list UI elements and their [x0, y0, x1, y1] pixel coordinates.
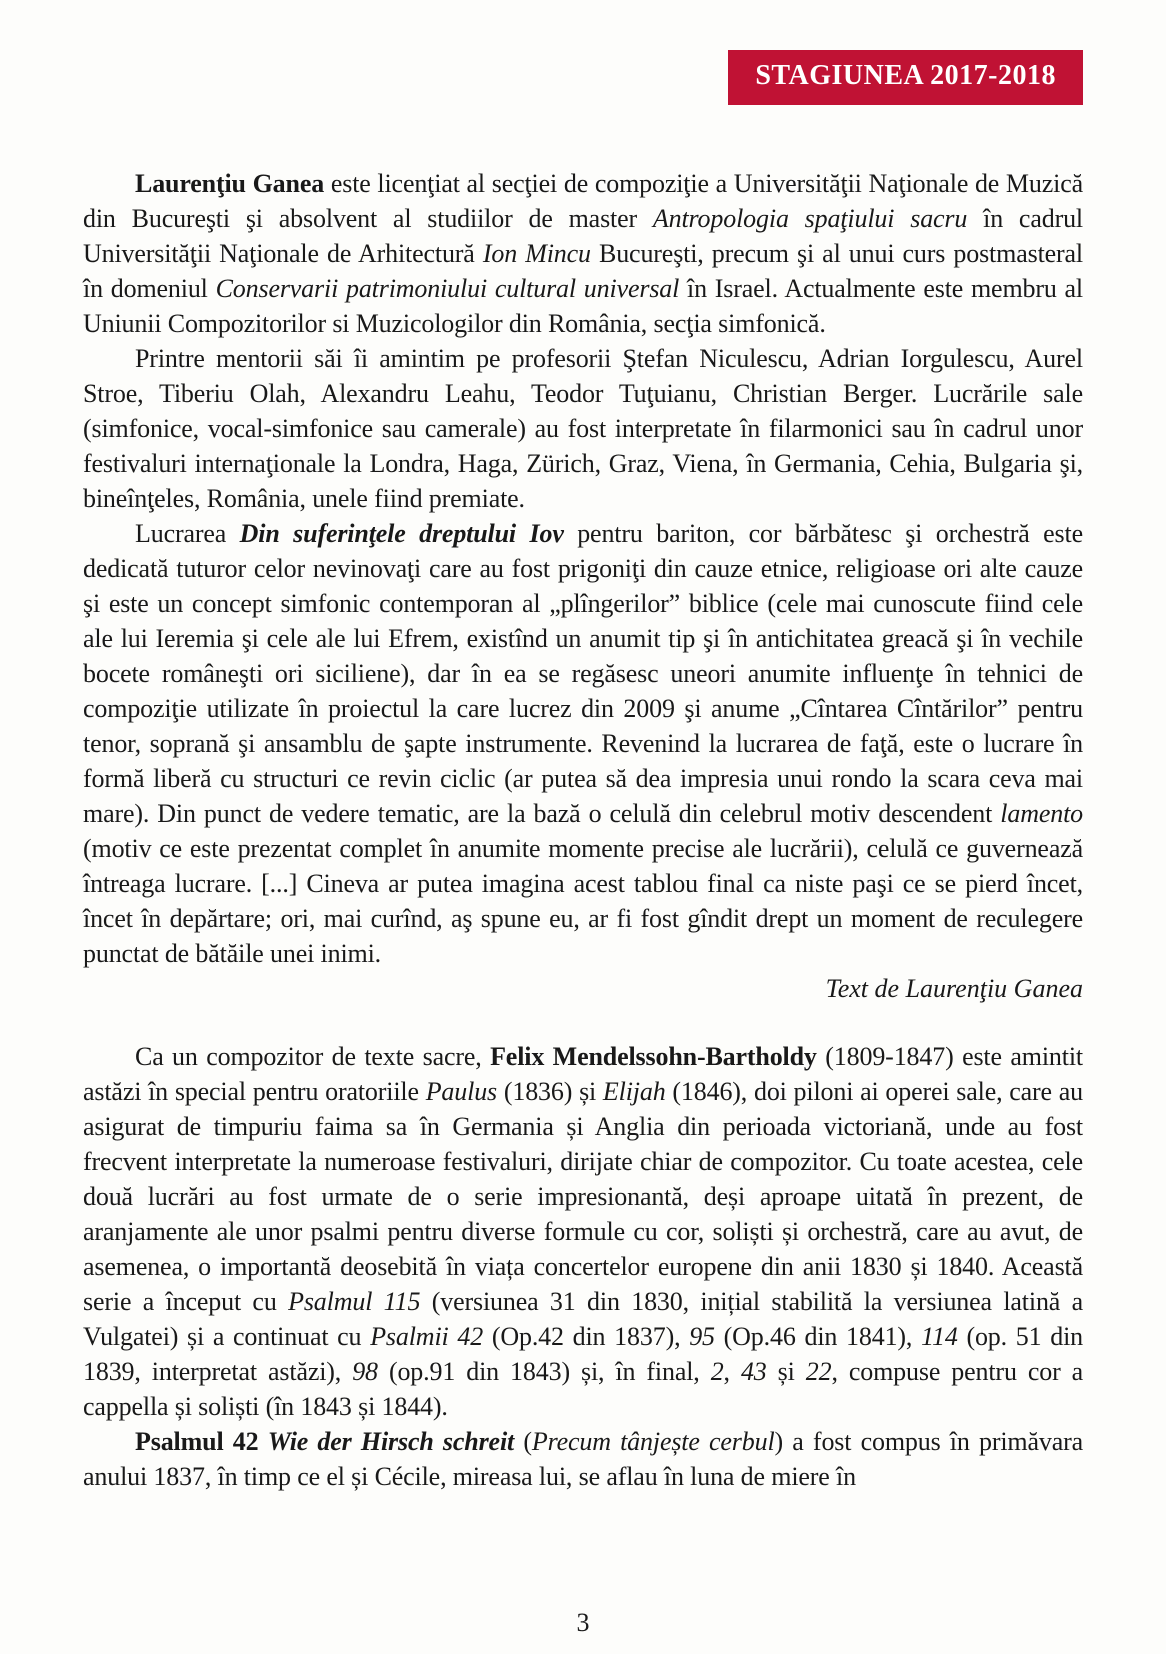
text-segment: (1809-1847) este amintit astăzi în special pentru oratoriile	[83, 1042, 1083, 1106]
text-segment: Printre mentorii săi îi amintim pe profesorii Ştefan Niculescu, Adrian Iorgulescu, Aurel Stroe, Tiberiu Olah, Alexandru Leahu, Teodor Tuţuianu, Christian Berger. Lucrările sale (simfonice, vocal-simfonice sau camerale) au fost interpretate în filarmonici sau în cadrul unor festivaluri internaţionale la Londra, Haga, Zürich, Graz, Viena, în Germania, Cehia, Bulgaria şi, bineînţeles, România, unele fiind premiate.	[83, 344, 1083, 513]
text-segment: lamento	[1000, 799, 1083, 828]
byline: Text de Laurenţiu Ganea	[825, 974, 1083, 1003]
text-segment: Bucureşti, precum şi al unui curs postmasteral în domeniul	[83, 239, 1084, 303]
text-segment: ,	[723, 1357, 741, 1386]
text-segment: Psalmul 115	[288, 1287, 421, 1316]
text-segment: (	[514, 1427, 532, 1456]
body-paragraph	[83, 166, 1083, 341]
text-segment: (motiv ce este prezentat complet în anumite momente precise ale lucrării), celulă ce guvernează întreaga lucrare. [...] Cineva ar putea imagina acest tablou final ca niste paşi ce se pierd încet, încet în depărtare; ori, mai curînd, aş spune eu, ar fi fost gîndit drept un moment de reculegere punctat de bătăile unei inimi.	[83, 834, 1083, 968]
text-segment: (op. 51 din 1839, interpretat astăzi),	[83, 1322, 1084, 1386]
page-number: 3	[576, 1608, 590, 1637]
text-segment: Precum tânjește cerbul	[531, 1427, 775, 1456]
text-segment: 2	[710, 1357, 724, 1386]
text-segment: (op.91 din 1843) și, în final,	[377, 1357, 711, 1386]
text-segment: (versiunea 31 din 1830, inițial stabilită la versiunea latină a Vulgatei) și a continuat cu	[83, 1287, 1083, 1351]
text-segment: ) a fost compus în primăvara anului 1837, în timp ce el și Cécile, mireasa lui, se aflau în luna de miere în	[83, 1427, 1084, 1491]
text-segment: 95	[689, 1322, 715, 1351]
text-segment: este licenţiat al secţiei de compoziţie a Universităţii Naţionale de Muzică din Bucureşti şi absolvent al studiilor de master	[83, 169, 1083, 233]
text-segment: (Op.42 din 1837),	[483, 1322, 690, 1351]
text-segment: (1836) și	[497, 1077, 603, 1106]
body-paragraph	[83, 341, 1083, 516]
article-body	[83, 166, 1083, 1494]
text-segment: Ion Mincu	[482, 239, 591, 268]
body-paragraph	[83, 516, 1083, 971]
text-segment: și	[766, 1357, 806, 1386]
text-segment: (1846), doi piloni ai operei sale, care au asigurat de timpuriu faima sa în Germania și Anglia din perioada victoriană, unde au fost frecvent interpretate la numeroase festivaluri, dirijate chiar de compozitor. Cu toate acestea, cele două lucrări au fost urmate de o serie impresionantă, deși aproape uitată în prezent, de aranjamente ale unor psalmi pentru diverse formule cu cor, soliști și orchestră, care au avut, de asemenea, o importantă deosebită în viața concertelor europene din anii 1830 și 1840. Această serie a început cu	[83, 1077, 1083, 1316]
text-segment: Psalmul 42	[135, 1427, 268, 1456]
body-paragraph	[83, 1039, 1083, 1424]
text-segment: Antropologia spaţiului sacru	[652, 204, 968, 233]
text-segment: 22	[805, 1357, 832, 1386]
text-segment: Psalmii 42	[370, 1322, 484, 1351]
text-segment: 114	[921, 1322, 958, 1351]
text-segment: 43	[740, 1357, 767, 1386]
text-segment: Lucrarea	[135, 519, 240, 548]
text-segment: , compuse pentru cor a cappella și soliști (în 1843 și 1844).	[83, 1357, 1084, 1421]
body-paragraph	[83, 1424, 1083, 1494]
text-segment: Din suferinţele dreptului Iov	[239, 519, 564, 548]
text-segment: 98	[352, 1357, 378, 1386]
text-segment: Laurenţiu Ganea	[135, 169, 325, 198]
text-segment: Elijah	[602, 1077, 666, 1106]
text-segment: Conservarii patrimoniului cultural universal	[215, 274, 680, 303]
season-banner: STAGIUNEA 2017-2018	[728, 50, 1083, 105]
text-segment: (Op.46 din 1841),	[714, 1322, 922, 1351]
text-segment: Paulus	[425, 1077, 498, 1106]
text-segment: Felix Mendelssohn-Bartholdy	[490, 1042, 817, 1071]
text-segment: în Israel. Actualmente este membru al Uniunii Compozitorilor si Muzicologilor din România, secţia simfonică.	[83, 274, 1084, 338]
text-segment: Wie der Hirsch schreit	[267, 1427, 515, 1456]
text-segment: Ca un compozitor de texte sacre,	[135, 1042, 491, 1071]
text-segment: în cadrul Universităţii Naţionale de Arhitectură	[83, 204, 1083, 268]
text-segment: pentru bariton, cor bărbătesc şi orchestră este dedicată tuturor celor nevinovaţi care au fost prigoniţi din cauze etnice, religioase ori alte cauze şi este un concept simfonic contemporan al „plîngerilor” biblice (cele mai cunoscute fiind cele ale lui Ieremia şi cele ale lui Efrem, existînd un anumit tip şi în antichitatea greacă şi în vechile bocete româneşti ori siciliene), dar în ea se regăsesc uneori anumite influenţe în tehnici de compoziţie utilizate în proiectul la care lucrez din 2009 şi anume „Cîntarea Cîntărilor” pentru tenor, soprană şi ansamblu de şapte instrumente. Revenind la lucrarea de faţă, este o lucrare în formă liberă cu structuri ce revin ciclic (ar putea să dea impresia unui rondo la scara ceva mai mare). Din punct de vedere tematic, are la bază o celulă din celebrul motiv descendent	[83, 519, 1083, 828]
